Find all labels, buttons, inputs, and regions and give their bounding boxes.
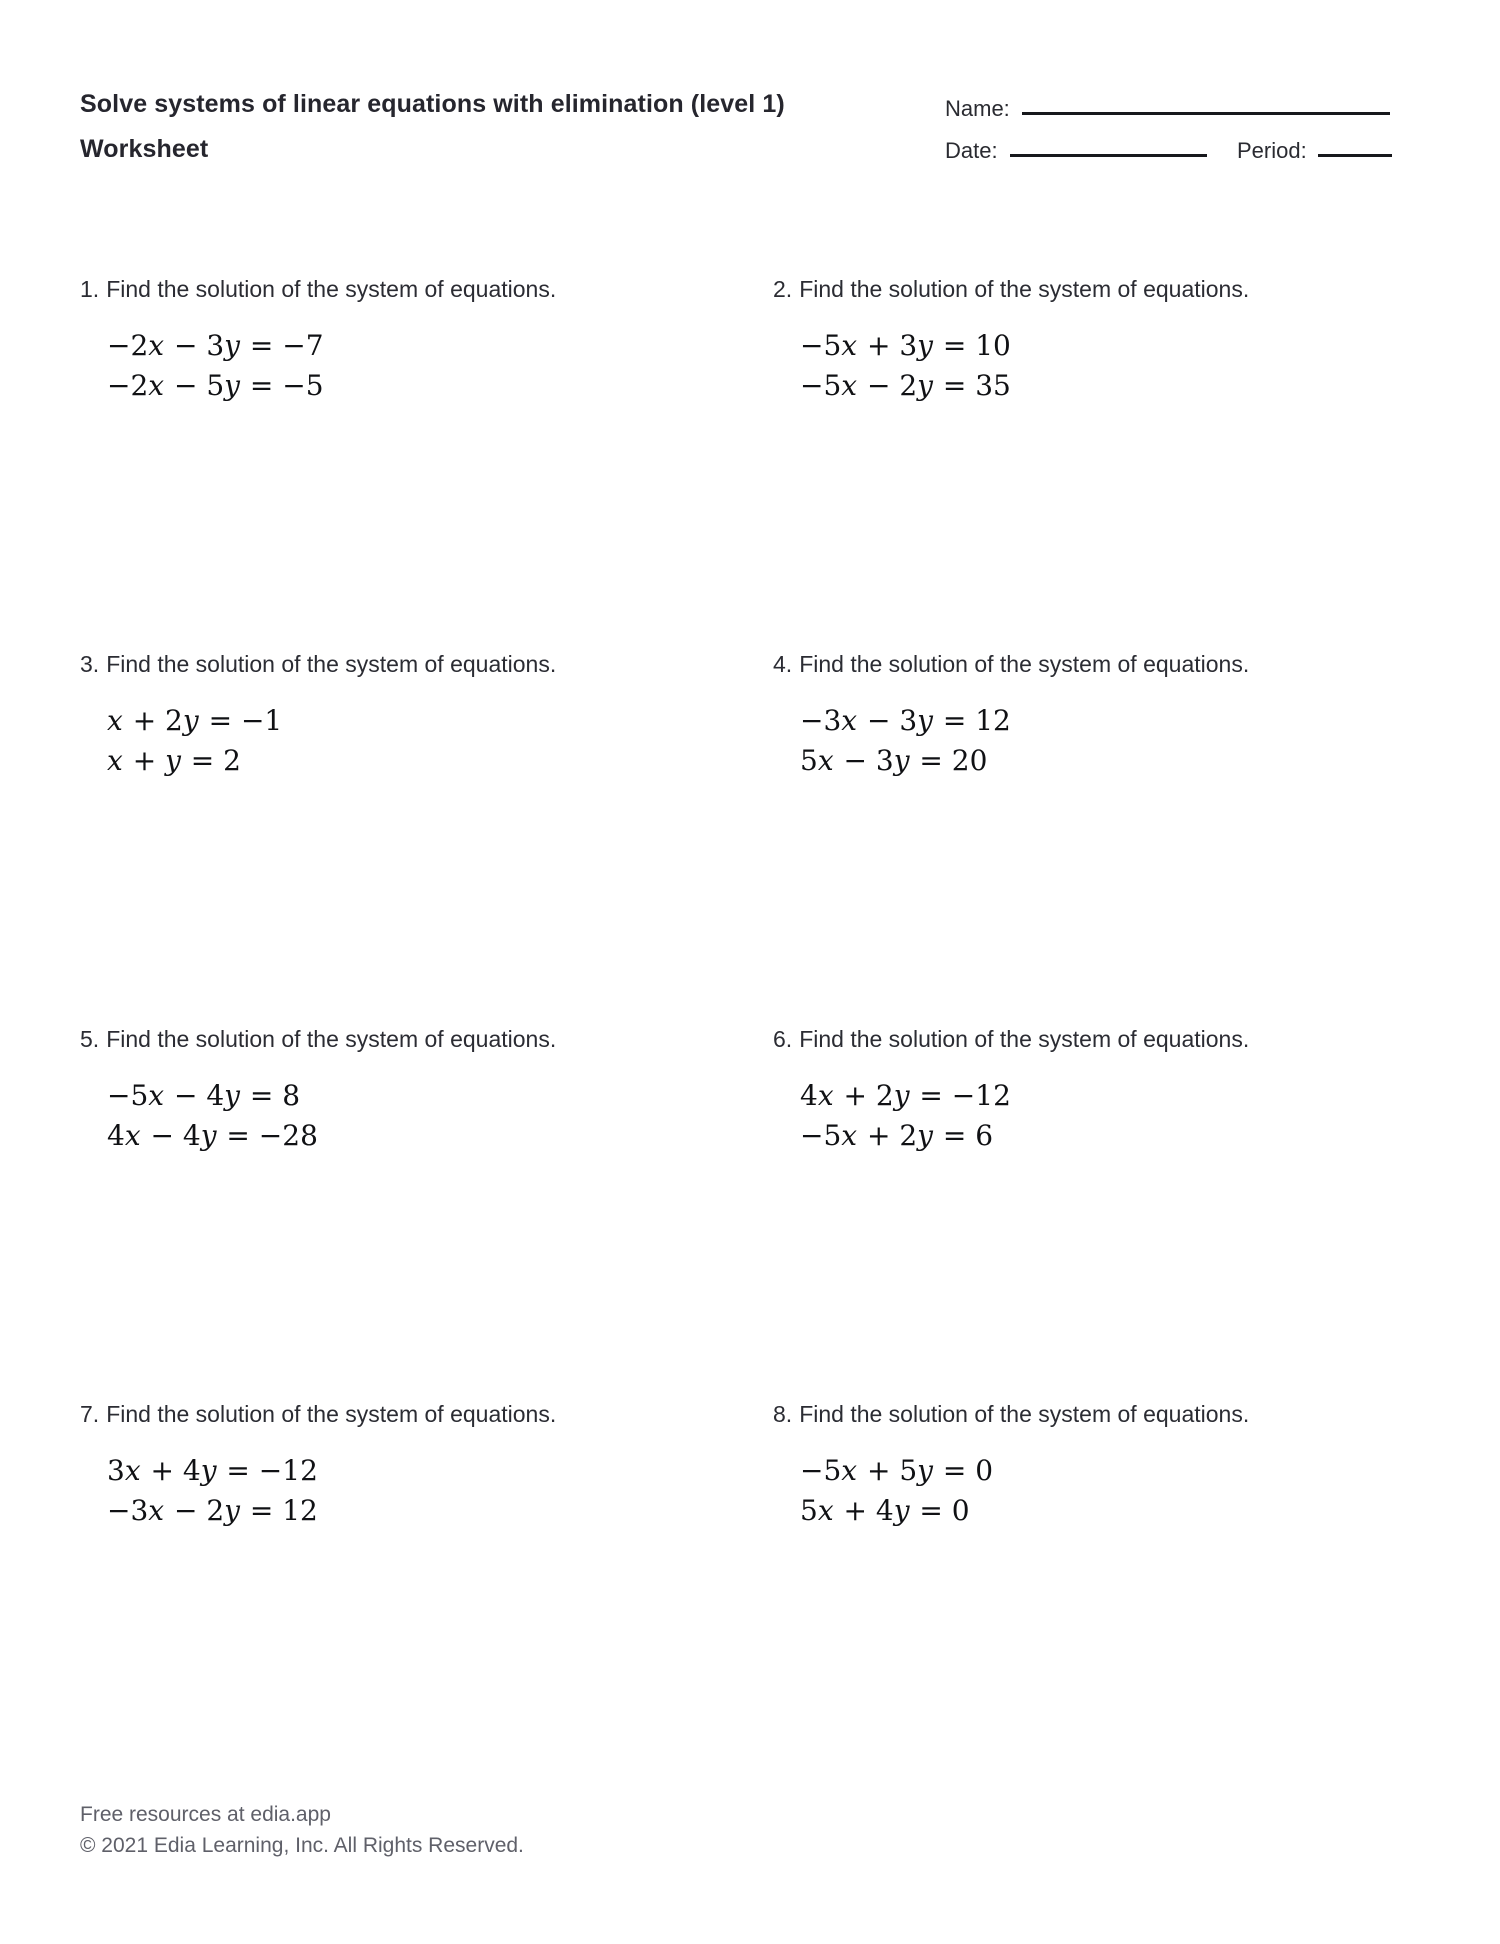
problem-8-number: 8.: [773, 1401, 793, 1427]
worksheet-title-line2: Worksheet: [80, 135, 209, 163]
equation-line: 5x + 4y = 0: [800, 1494, 970, 1527]
problem-5: [80, 1024, 720, 1156]
problem-3-prompt: Find the solution of the system of equations.: [106, 651, 557, 677]
page-footer: [80, 1799, 524, 1861]
equation-line: −5x + 2y = 6: [800, 1119, 994, 1152]
problem-3-equations: [107, 701, 720, 781]
problem-6-number: 6.: [773, 1026, 793, 1052]
period-label: Period:: [1237, 138, 1307, 163]
equation-line: 4x − 4y = −28: [107, 1119, 318, 1152]
problem-1-prompt: Find the solution of the system of equations.: [106, 276, 557, 302]
problem-2-number: 2.: [773, 276, 793, 302]
equation-line: 5x − 3y = 20: [800, 744, 988, 777]
name-field-line[interactable]: [1022, 112, 1390, 115]
problem-6-question: [773, 1024, 1413, 1054]
equation-line: x + y = 2: [107, 744, 241, 777]
problem-2-question: [773, 274, 1413, 304]
problem-7-question: [80, 1399, 720, 1429]
equation-line: −5x − 2y = 35: [800, 369, 1011, 402]
problem-2-equations: [800, 326, 1413, 406]
problem-1-number: 1.: [80, 276, 100, 302]
equation-line: −2x − 3y = −7: [107, 329, 324, 362]
problem-8-equations: [800, 1451, 1413, 1531]
problem-4-question: [773, 649, 1413, 679]
equation-line: 4x + 2y = −12: [800, 1079, 1011, 1112]
problem-6: [773, 1024, 1413, 1156]
date-field-line[interactable]: [1010, 154, 1207, 157]
problem-8-prompt: Find the solution of the system of equations.: [799, 1401, 1250, 1427]
problem-4-equations: [800, 701, 1413, 781]
worksheet-title: [80, 82, 785, 172]
problem-7: [80, 1399, 720, 1531]
problem-2-prompt: Find the solution of the system of equations.: [799, 276, 1250, 302]
problem-3: [80, 649, 720, 781]
problem-1-equations: [107, 326, 720, 406]
equation-line: 3x + 4y = −12: [107, 1454, 318, 1487]
problem-7-prompt: Find the solution of the system of equations.: [106, 1401, 557, 1427]
equation-line: −2x − 5y = −5: [107, 369, 324, 402]
period-field-line[interactable]: [1318, 154, 1392, 157]
problem-5-equations: [107, 1076, 720, 1156]
problem-6-prompt: Find the solution of the system of equations.: [799, 1026, 1250, 1052]
equation-line: x + 2y = −1: [107, 704, 283, 737]
problem-2: [773, 274, 1413, 406]
equation-line: −5x − 4y = 8: [107, 1079, 301, 1112]
footer-copyright-line: © 2021 Edia Learning, Inc. All Rights Reserved.: [80, 1834, 524, 1857]
problem-7-equations: [107, 1451, 720, 1531]
equation-line: −3x − 2y = 12: [107, 1494, 318, 1527]
date-label: Date:: [945, 138, 998, 163]
problem-5-question: [80, 1024, 720, 1054]
problem-4-number: 4.: [773, 651, 793, 677]
problem-1-question: [80, 274, 720, 304]
problem-6-equations: [800, 1076, 1413, 1156]
problem-4: [773, 649, 1413, 781]
problem-8: [773, 1399, 1413, 1531]
footer-resources-line: Free resources at edia.app: [80, 1803, 331, 1826]
worksheet-title-line1: Solve systems of linear equations with elimination (level 1): [80, 90, 785, 118]
problem-5-number: 5.: [80, 1026, 100, 1052]
name-label: Name:: [945, 96, 1010, 121]
problem-3-question: [80, 649, 720, 679]
equation-line: −3x − 3y = 12: [800, 704, 1011, 737]
problem-1: [80, 274, 720, 406]
problem-8-question: [773, 1399, 1413, 1429]
problem-7-number: 7.: [80, 1401, 100, 1427]
equation-line: −5x + 3y = 10: [800, 329, 1011, 362]
equation-line: −5x + 5y = 0: [800, 1454, 994, 1487]
problem-3-number: 3.: [80, 651, 100, 677]
problem-4-prompt: Find the solution of the system of equations.: [799, 651, 1250, 677]
problem-5-prompt: Find the solution of the system of equations.: [106, 1026, 557, 1052]
